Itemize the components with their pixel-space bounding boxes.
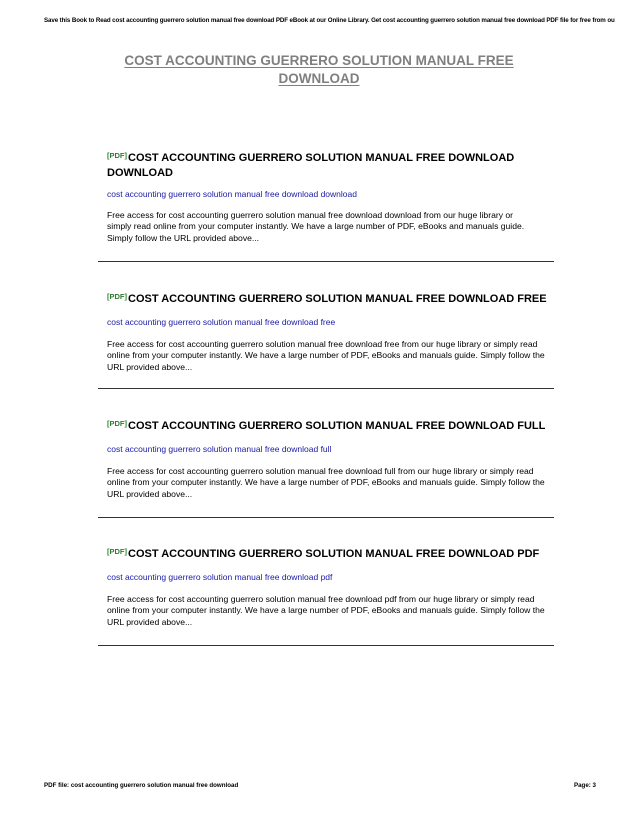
pdf-tag: [PDF] — [107, 547, 127, 556]
entry-heading — [107, 148, 555, 181]
entry-description: Free access for cost accounting guerrero solution manual free download free from our huge library or simply read online from your computer instantly. We have a large number of PDF, eBooks and manuals guide. Simply follow the URL provided above... — [107, 339, 545, 372]
entry-link[interactable]: cost accounting guerrero solution manual free download free — [107, 317, 336, 327]
divider — [98, 517, 554, 518]
entry-3 — [107, 416, 555, 500]
entry-heading-text: COST ACCOUNTING GUERRERO SOLUTION MANUAL FREE DOWNLOAD FULL — [128, 420, 546, 432]
top-banner: Save this Book to Read cost accounting guerrero solution manual free download PDF eBook at our Online Library. Get cost accounting guerrero solution manual free download PDF file for free from ou — [44, 17, 615, 24]
entry-heading — [107, 289, 555, 307]
entry-link[interactable]: cost accounting guerrero solution manual free download download — [107, 189, 357, 199]
divider — [98, 261, 554, 262]
footer-file: PDF file: cost accounting guerrero solution manual free download — [44, 782, 239, 789]
entry-heading-text: COST ACCOUNTING GUERRERO SOLUTION MANUAL FREE DOWNLOAD PDF — [128, 548, 540, 560]
pdf-tag: [PDF] — [107, 419, 127, 428]
entry-2 — [107, 289, 555, 373]
entry-description: Free access for cost accounting guerrero solution manual free download pdf from our huge library or simply read online from your computer instantly. We have a large number of PDF, eBooks and manuals guide. Simply follow the URL provided above... — [107, 594, 545, 627]
pdf-tag: [PDF] — [107, 292, 127, 301]
entry-heading-text: COST ACCOUNTING GUERRERO SOLUTION MANUAL FREE DOWNLOAD DOWNLOAD — [107, 152, 515, 179]
page-title: COST ACCOUNTING GUERRERO SOLUTION MANUAL FREE DOWNLOAD — [124, 53, 514, 86]
entry-4 — [107, 544, 555, 628]
entry-heading-text: COST ACCOUNTING GUERRERO SOLUTION MANUAL FREE DOWNLOAD FREE — [128, 293, 547, 305]
divider — [98, 645, 554, 646]
pdf-tag: [PDF] — [107, 151, 127, 160]
entry-link[interactable]: cost accounting guerrero solution manual free download full — [107, 444, 332, 454]
divider — [98, 388, 554, 389]
entry-heading — [107, 416, 555, 434]
entry-description: Free access for cost accounting guerrero solution manual free download full from our huge library or simply read online from your computer instantly. We have a large number of PDF, eBooks and manuals guide. Simply follow the URL provided above... — [107, 466, 545, 499]
footer-page-number: Page: 3 — [573, 782, 596, 789]
entry-1 — [107, 148, 555, 244]
entry-link[interactable]: cost accounting guerrero solution manual free download pdf — [107, 572, 333, 582]
entry-heading — [107, 544, 555, 562]
entry-description: Free access for cost accounting guerrero solution manual free download download from our huge library or simply read online from your computer instantly. We have a large number of PDF, eBooks and manuals guide. Simply follow the URL provided above... — [107, 210, 525, 243]
